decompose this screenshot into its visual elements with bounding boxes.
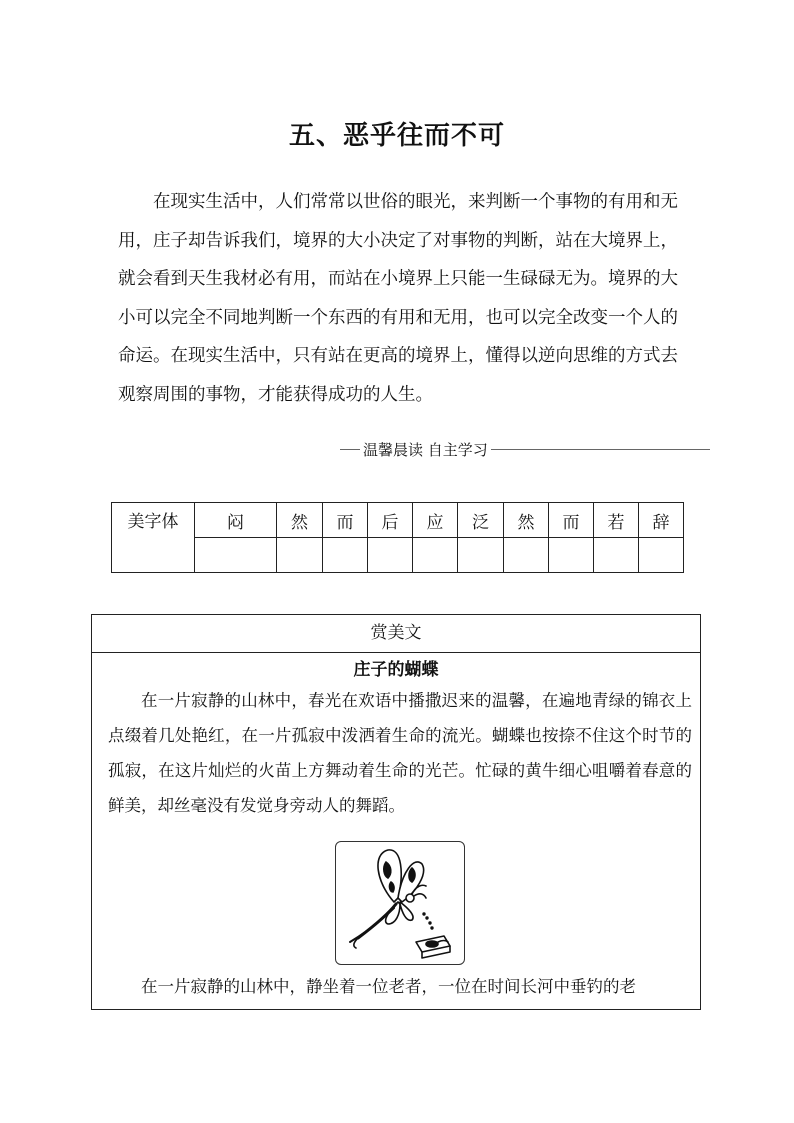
- intro-text: [118, 183, 678, 414]
- char-cell: 应: [413, 503, 458, 538]
- intro-paragraph: 在现实生活中，人们常常以世俗的眼光，来判断一个事物的有用和无用，庄子却告诉我们，境界的大小决定了对事物的判断，站在大境界上，就会看到天生我材必有用，而站在小境界上只能一生碌碌无为。境界的大小可以完全不同地判断一个东西的有用和无用，也可以完全改变一个人的命运。在现实生活中，只有站在更高的境界上，懂得以逆向思维的方式去观察周围的事物，才能获得成功的人生。: [118, 192, 678, 405]
- writing-cell[interactable]: [639, 538, 684, 573]
- reading-box-header: 赏美文: [92, 615, 700, 653]
- story-text: [92, 683, 700, 1004]
- divider-line-left: [340, 449, 360, 450]
- table-header-cell: 美字体: [112, 503, 195, 573]
- table-row: [112, 538, 684, 573]
- char-cell: 若: [594, 503, 639, 538]
- reading-box: [91, 614, 701, 1010]
- char-cell: 泛: [458, 503, 504, 538]
- story-paragraph: 在一片寂静的山林中，春光在欢语中播撒迟来的温馨，在遍地青绿的锦衣上点缀着几处艳红，在一片孤寂中泼洒着生命的流光。蝴蝶也按捺不住这个时节的孤寂，在这片灿烂的火苗上方舞动着生命的光芒。忙碌的黄牛细心咀嚼着春意的鲜美，却丝毫没有发觉身旁动人的舞蹈。: [108, 691, 692, 815]
- char-cell: 而: [549, 503, 594, 538]
- character-practice-table: [111, 502, 684, 573]
- char-cell: 闷: [195, 503, 277, 538]
- char-cell: 辞: [639, 503, 684, 538]
- writing-cell[interactable]: [277, 538, 323, 573]
- writing-cell[interactable]: [458, 538, 504, 573]
- writing-cell[interactable]: [195, 538, 277, 573]
- story-title: 庄子的蝴蝶: [353, 660, 439, 680]
- char-cell: 然: [277, 503, 323, 538]
- writing-cell[interactable]: [323, 538, 368, 573]
- section-divider: [340, 438, 710, 460]
- butterfly-and-sleeper-icon: [335, 841, 465, 965]
- writing-cell[interactable]: [594, 538, 639, 573]
- writing-cell[interactable]: [504, 538, 549, 573]
- char-cell: 后: [368, 503, 413, 538]
- story-paragraph: 在一片寂静的山林中，静坐着一位老者，一位在时间长河中垂钓的老: [141, 977, 636, 996]
- divider-line-right: [491, 449, 710, 450]
- writing-cell[interactable]: [368, 538, 413, 573]
- page-title: 五、恶乎往而不可: [288, 121, 505, 151]
- char-cell: 然: [504, 503, 549, 538]
- section-label: 温馨晨读 自主学习: [363, 440, 488, 459]
- char-cell: 而: [323, 503, 368, 538]
- table-row: [112, 503, 684, 538]
- writing-cell[interactable]: [413, 538, 458, 573]
- writing-cell[interactable]: [549, 538, 594, 573]
